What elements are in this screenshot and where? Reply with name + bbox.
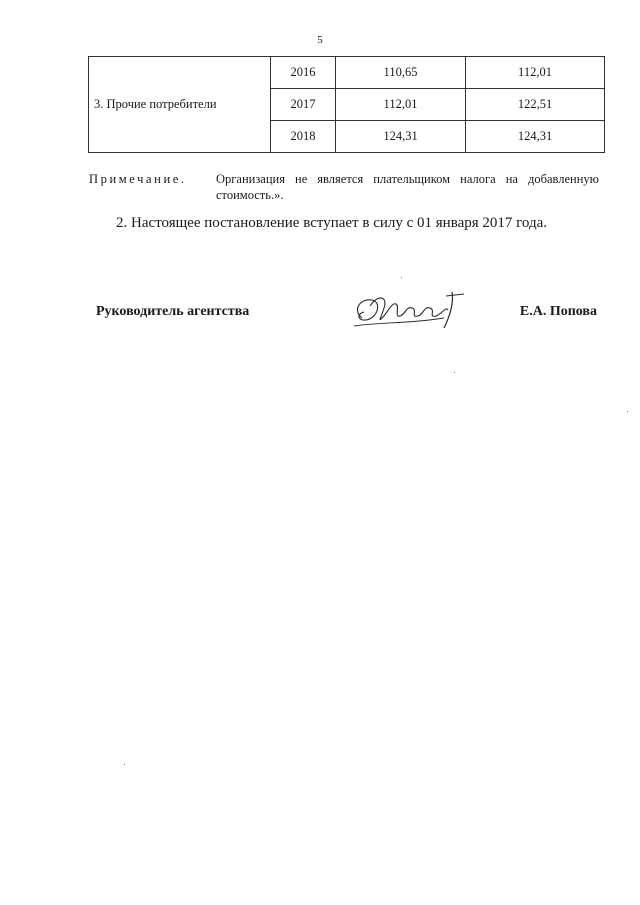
value-cell: 124,31 — [466, 121, 605, 153]
note-label: Примечание. — [89, 172, 187, 186]
note-text: Организация не является плательщиком налога на добавленную стоимость.». — [216, 172, 599, 202]
tariff-table — [88, 56, 605, 153]
category-cell: 3. Прочие потребители — [89, 57, 271, 153]
year-cell: 2017 — [271, 89, 336, 121]
effective-date-clause: 2. Настоящее постановление вступает в силу с 01 января 2017 года. — [116, 215, 548, 231]
year-cell: 2018 — [271, 121, 336, 153]
scan-speck — [627, 411, 628, 412]
handwritten-signature — [348, 288, 468, 334]
value-cell: 124,31 — [336, 121, 466, 153]
page-number: 5 — [317, 34, 323, 46]
scan-speck — [124, 764, 125, 765]
note — [89, 171, 599, 203]
table-row — [89, 57, 605, 89]
year-cell: 2016 — [271, 57, 336, 89]
signatory-name: Е.А. Попова — [519, 304, 597, 319]
scan-speck — [401, 277, 402, 278]
value-cell: 112,01 — [336, 89, 466, 121]
value-cell: 112,01 — [466, 57, 605, 89]
value-cell: 110,65 — [336, 57, 466, 89]
scan-speck — [454, 372, 455, 373]
value-cell: 122,51 — [466, 89, 605, 121]
signatory-title: Руководитель агентства — [96, 304, 250, 319]
